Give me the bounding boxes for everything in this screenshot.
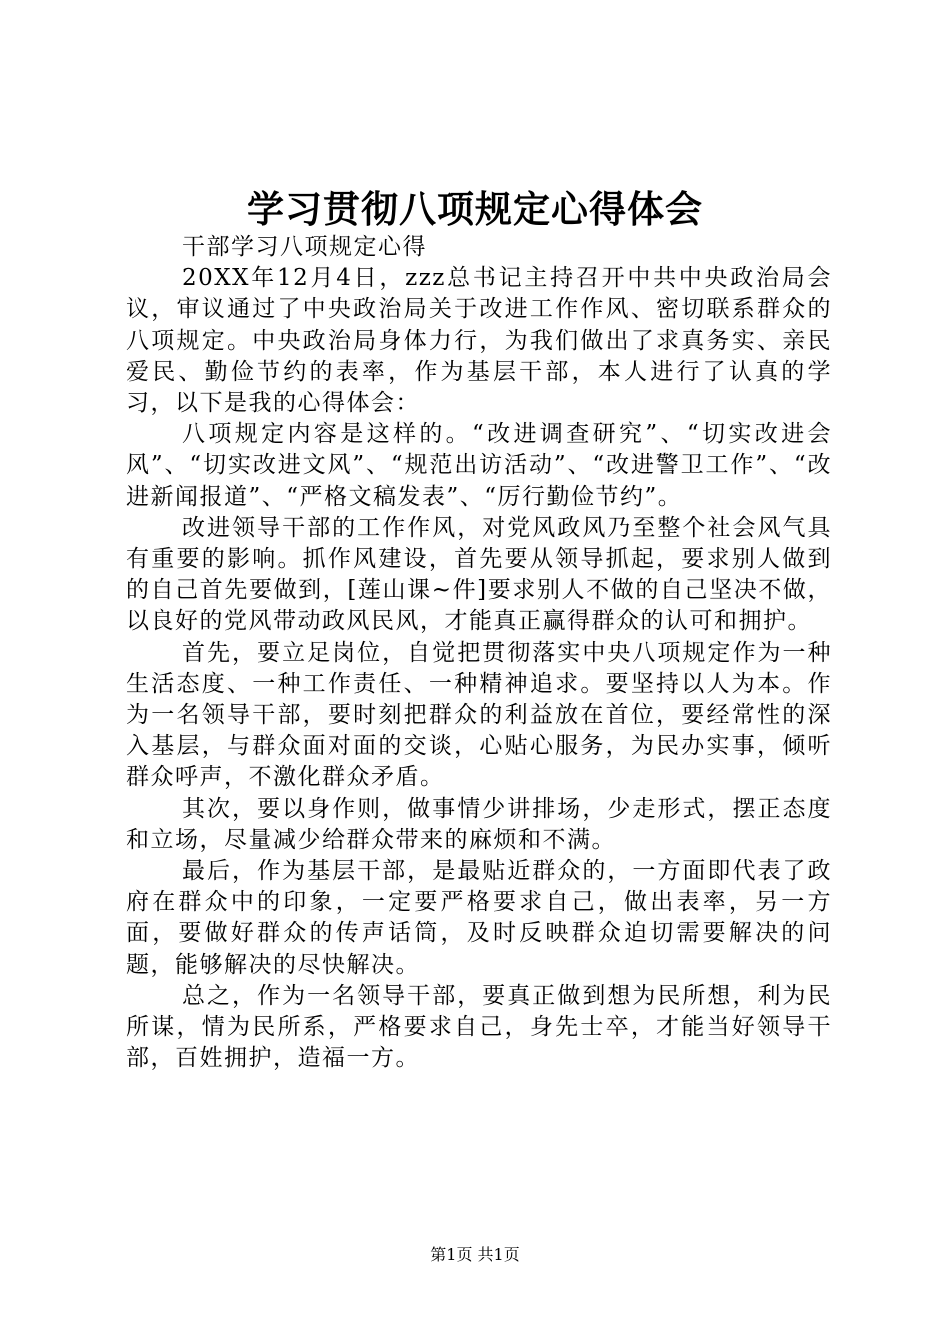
paragraph-first: 首先，要立足岗位，自觉把贯彻落实中央八项规定作为一种生活态度、一种工作责任、一种精神追求。要坚持以人为本。作为一名领导干部，要时刻把群众的利益放在首位，要经常性的深入基层，与群众面对面的交谈，心贴心服务，为民办实事，倾听群众呼声，不激化群众矛盾。 <box>126 639 832 791</box>
paragraph-eight-rules: 八项规定内容是这样的。“改进调查研究”、“切实改进会风”、“切实改进文风”、“规范出访活动”、“改进警卫工作”、“改进新闻报道”、“严格文稿发表”、“厉行勤俭节约”。 <box>126 421 832 510</box>
paragraph-conclusion: 总之，作为一名领导干部，要真正做到想为民所想，利为民所谋，情为民所系，严格要求自己，身先士卒，才能当好领导干部，百姓拥护，造福一方。 <box>126 982 832 1072</box>
paragraph-work-style: 改进领导干部的工作作风，对党风政风乃至整个社会风气具有重要的影响。抓作风建设，首先要从领导抓起，要求别人做到的自己首先要做到，[莲山课~件]要求别人不做的自己坚决不做，以良好的党风带动政风民风，才能真正赢得群众的认可和拥护。 <box>126 514 832 635</box>
paragraph-finally: 最后，作为基层干部，是最贴近群众的，一方面即代表了政府在群众中的印象，一定要严格要求自己，做出表率，另一方面，要做好群众的传声话筒，及时反映群众迫切需要解决的问题，能够解决的尽快解决。 <box>126 858 832 978</box>
paragraph-second: 其次，要以身作则，做事情少讲排场，少走形式，摆正态度和立场，尽量减少给群众带来的麻烦和不满。 <box>126 795 832 853</box>
document-body <box>126 232 832 1074</box>
paragraph-intro: 20XX年12月4日，zzz总书记主持召开中共中央政治局会议，审议通过了中央政治局关于改进工作作风、密切联系群众的八项规定。中央政治局身体力行，为我们做出了求真务实、亲民爱民、勤俭节约的表率，作为基层干部，本人进行了认真的学习，以下是我的心得体会： <box>126 265 832 417</box>
paragraph-subtitle: 干部学习八项规定心得 <box>182 234 427 260</box>
document-title: 学习贯彻八项规定心得体会 <box>247 187 703 231</box>
page-footer: 第1页 共1页 <box>430 1245 520 1264</box>
